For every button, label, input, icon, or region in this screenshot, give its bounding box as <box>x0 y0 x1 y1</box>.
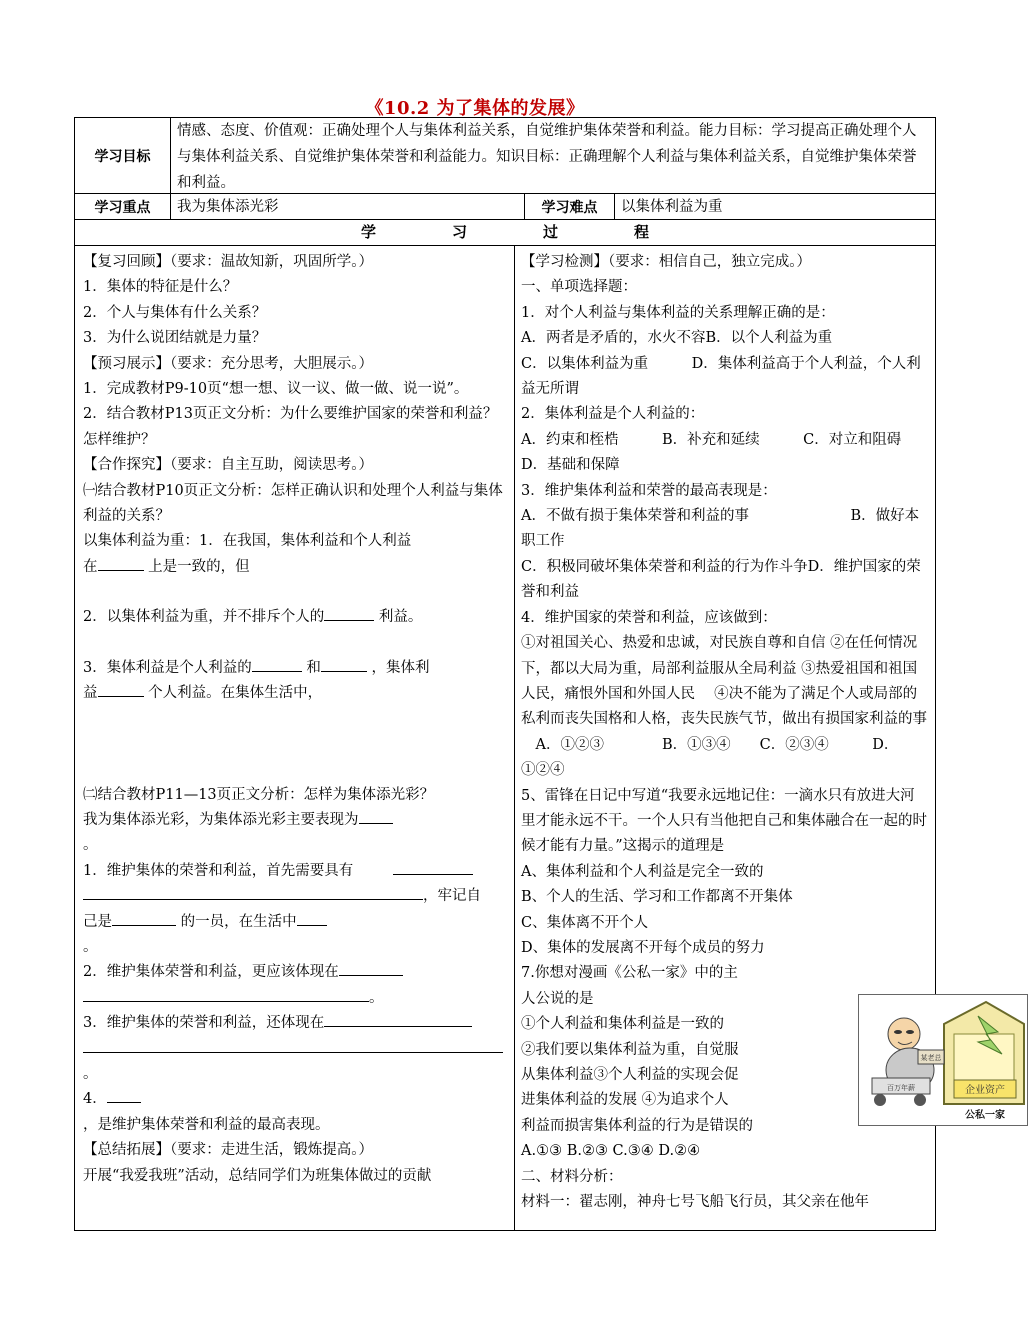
question-body: ①对祖国关心、热爱和忠诚，对民族自尊和自信 ②在任何情况下，都以大局为重，局部利益服从全局利益 ③热爱祖国和祖国人民，痛恨外国和外国人民 ④决不能为了满足个人或局部的私利而丧失国格和人格，丧失民族气节，做出有损国家利益的事 <box>521 635 927 728</box>
fill-blank[interactable] <box>83 1038 503 1053</box>
maintain-item: 2．维护集体荣誉和利益，更应该体现在 <box>83 960 508 985</box>
preview-item: 1．完成教材P9-10页“想一想、议一议、做一做、说一说”。 <box>83 381 469 398</box>
coop-heading: 【合作探究】（要求：自主互助，阅读思考。） <box>83 457 373 474</box>
right-column <box>515 246 1005 1230</box>
maintain-item: 己是 的一员，在生活中 <box>83 910 508 935</box>
goal-text: 情感、态度、价值观：正确处理个人与集体利益关系，自觉维护集体荣誉和利益。能力目标：学习提高正确处理个人与集体利益关系、自觉维护集体荣誉和利益能力。知识目标：正确理解个人利益与集体利益关系，自觉维护集体荣誉和利益。 <box>177 123 917 191</box>
cartoon-caption: 公私一家 <box>965 1110 1005 1121</box>
maintain-item <box>83 1037 508 1062</box>
options: C．积极同破坏集体荣誉和利益的行为作斗争D．维护国家的荣誉和利益 <box>521 558 921 601</box>
difficulty-text: 以集体利益为重 <box>621 199 723 215</box>
options: A．不做有损于集体荣誉和利益的事 B．做好本职工作 <box>521 508 920 550</box>
process-char: 过 <box>543 223 559 241</box>
process-char: 程 <box>634 223 650 241</box>
page-title: 《10.2 为了集体的发展》 <box>365 98 585 119</box>
review-question: 3．为什么说团结就是力量？ <box>83 330 267 347</box>
maintain-item: 。 <box>83 986 508 1011</box>
period: 。 <box>83 938 98 955</box>
maintain-item: 3．维护集体的荣誉和利益，还体现在 <box>83 1011 508 1036</box>
question: 进集体利益的发展 ④为追求个人 <box>521 1092 729 1109</box>
fill-blank[interactable] <box>359 809 393 824</box>
question: 从集体利益③个人利益的实现会促 <box>521 1067 739 1083</box>
coop-item: 3．集体利益是个人利益的 和 ，集体利 <box>83 656 508 681</box>
question: ②我们要以集体利益为重，自觉服 <box>521 1041 739 1058</box>
question: 7.你想对漫画《公私一家》中的主 <box>521 965 738 982</box>
question: 1．对个人利益与集体利益的关系理解正确的是： <box>521 304 835 321</box>
process-char: 习 <box>451 223 467 241</box>
fill-blank[interactable] <box>112 911 176 926</box>
fill-blank[interactable] <box>98 556 144 571</box>
coop-item: 我为集体添光彩，为集体添光彩主要表现为 <box>83 808 508 833</box>
question: 人公说的是 <box>521 990 594 1007</box>
review-question: 2．个人与集体有什么关系？ <box>83 304 267 321</box>
fill-blank[interactable] <box>98 682 144 697</box>
summary-heading: 【总结拓展】（要求：走进生活，锻炼提高。） <box>83 1142 373 1159</box>
fill-blank[interactable] <box>297 911 327 926</box>
fill-blank[interactable] <box>324 1012 472 1027</box>
coop-item: 在 上是一致的，但 <box>83 555 508 580</box>
focus-row <box>75 194 935 220</box>
cartoon-sign: 企业资产 <box>965 1085 1005 1096</box>
options: A．两者是矛盾的，水火不容B．以个人利益为重 <box>521 330 833 347</box>
check-heading: 【学习检测】（要求：相信自己，独立完成。） <box>521 254 811 270</box>
focus-label: 学习重点 <box>75 194 171 219</box>
process-char: 学 <box>360 223 376 241</box>
options: A．①②③ B．①③④ C．②③④ D．①②④ <box>521 736 899 779</box>
fill-blank[interactable] <box>393 860 473 875</box>
coop-item: ㈠结合教材P10页正文分析：怎样正确认识和处理个人利益与集体利益的关系？ <box>83 482 503 525</box>
preview-item: 2．结合教材P13页正文分析：为什么要维护国家的荣誉和利益？怎样维护？ <box>83 406 498 448</box>
review-question: 1．集体的特征是什么？ <box>83 279 238 296</box>
coop-item: 以集体利益为重：1．在我国，集体利益和个人利益 <box>83 533 412 550</box>
fill-blank[interactable] <box>83 987 369 1002</box>
maintain-item: 1．维护集体的荣誉和利益，首先需要具有 <box>83 859 508 884</box>
fill-blank[interactable] <box>107 1088 141 1103</box>
coop-item: ㈡结合教材P11—13页正文分析：怎样为集体添光彩？ <box>83 786 435 803</box>
maintain-item: ，是维护集体荣誉和利益的最高表现。 <box>83 1116 330 1133</box>
period: 。 <box>83 837 98 854</box>
question: 5、雷锋在日记中写道“我要永远地记住：一滴水只有放进大河里才能永远不干。一个人只有当他把自己和集体融合在一起的时候才能有力量。”这揭示的道理是 <box>521 787 927 855</box>
options: A．约束和桎梏 B．补充和延续 C．对立和阻碍 D．基础和保障 <box>521 431 945 474</box>
summary-text: 开展“我爱我班”活动，总结同学们为班集体做过的贡献 <box>83 1167 432 1184</box>
period: 。 <box>83 1065 98 1082</box>
options: A.①③ B.②③ C.③④ D.②④ <box>521 1143 701 1160</box>
goal-label: 学习目标 <box>75 118 171 193</box>
worksheet-table <box>74 117 1005 1231</box>
fill-blank[interactable] <box>83 885 423 900</box>
fill-blank[interactable] <box>339 961 403 976</box>
review-heading: 【复习回顾】（要求：温故知新，巩固所学。） <box>83 254 373 270</box>
coop-item: 2．以集体利益为重，并不排斥个人的 利益。 <box>83 605 508 630</box>
maintain-item: ，牢记自 <box>83 884 508 909</box>
question: 利益而损害集体利益的行为是错误的 <box>521 1117 753 1134</box>
focus-text: 我为集体添光彩 <box>171 194 525 219</box>
difficulty-label: 学习难点 <box>525 194 615 219</box>
preview-heading: 【预习展示】（要求：充分思考，大胆展示。） <box>83 355 373 372</box>
question: 2．集体利益是个人利益的： <box>521 406 705 423</box>
material-text: 材料一：翟志刚，神舟七号飞船飞行员，其父亲在他年 <box>521 1194 869 1211</box>
cartoon-image <box>858 994 1028 1126</box>
options: C．以集体利益为重 D．集体利益高于个人利益，个人利益无所谓 <box>521 355 921 398</box>
question: ①个人利益和集体利益是一致的 <box>521 1016 724 1033</box>
left-column <box>75 246 515 1230</box>
option: C、集体离不开个人 <box>521 914 649 931</box>
section-heading: 一、单项选择题： <box>521 279 637 296</box>
process-heading <box>75 220 935 246</box>
option: D、集体的发展离不开每个成员的努力 <box>521 939 765 956</box>
cartoon-boss: 某老总 <box>920 1054 942 1062</box>
question: 4．维护国家的荣誉和利益，应该做到： <box>521 609 777 626</box>
maintain-item: 4． <box>83 1087 508 1112</box>
option: A、集体利益和个人利益是完全一致的 <box>521 863 764 880</box>
coop-item: 益 个人利益。在集体生活中， <box>83 681 508 706</box>
question: 3．维护集体利益和荣誉的最高表现是： <box>521 482 777 499</box>
fill-blank[interactable] <box>324 606 374 621</box>
fill-blank[interactable] <box>321 657 367 672</box>
goal-row <box>75 118 935 194</box>
fill-blank[interactable] <box>252 657 302 672</box>
cartoon-bag: 百万年薪 <box>887 1084 915 1092</box>
option: B、个人的生活、学习和工作都离不开集体 <box>521 889 793 906</box>
section-heading: 二、材料分析： <box>521 1168 623 1185</box>
